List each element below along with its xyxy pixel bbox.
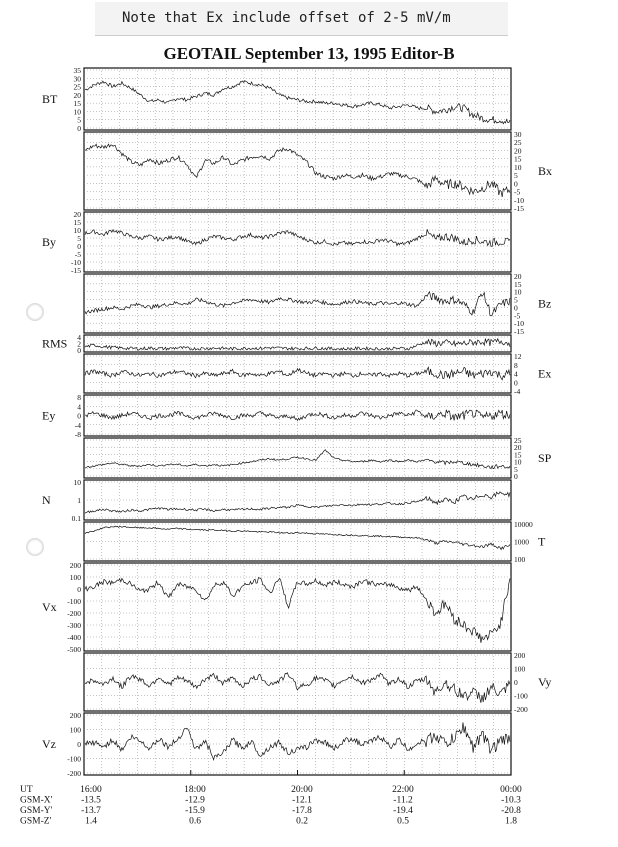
tick-label: 5 bbox=[77, 115, 81, 125]
tick-label: -200 bbox=[67, 609, 81, 618]
tick-label: 35 bbox=[73, 66, 81, 75]
tick-label: 200 bbox=[69, 561, 81, 570]
tick-label: 15 bbox=[73, 218, 81, 227]
trace-bt bbox=[85, 81, 510, 124]
panel-label-vz: Vz bbox=[42, 737, 56, 751]
tick-label: 10 bbox=[514, 457, 522, 467]
panel-label-vx: Vx bbox=[42, 600, 57, 614]
footer-value: -15.9 bbox=[185, 806, 205, 816]
tick-label: 25 bbox=[514, 436, 522, 445]
tick-label: 1000 bbox=[514, 537, 529, 547]
footer-value: 20:00 bbox=[291, 785, 313, 795]
tick-label: 5 bbox=[514, 464, 518, 474]
footer-label-0: UT bbox=[20, 785, 33, 795]
footer-value: 0.6 bbox=[189, 816, 201, 827]
footer-value: -19.4 bbox=[393, 806, 413, 816]
tick-label: 4 bbox=[77, 402, 81, 412]
footer-value: 0.2 bbox=[296, 816, 308, 827]
tick-label: 20 bbox=[514, 146, 522, 156]
tick-label: -5 bbox=[74, 250, 81, 259]
tick-label: -10 bbox=[71, 258, 81, 267]
tick-label: 0 bbox=[514, 378, 518, 388]
tick-label: 0 bbox=[77, 242, 81, 251]
tick-label: -100 bbox=[67, 754, 81, 764]
footer-value: -17.8 bbox=[292, 806, 312, 816]
tick-label: 15 bbox=[514, 450, 522, 460]
tick-label: 2 bbox=[77, 339, 81, 349]
panel-label-ex: Ex bbox=[538, 366, 552, 381]
tick-label: 1 bbox=[77, 496, 81, 505]
footer-value: -10.3 bbox=[501, 795, 521, 806]
tick-label: -8 bbox=[74, 430, 81, 439]
footer-value: -13.7 bbox=[81, 806, 101, 816]
tick-label: 0 bbox=[77, 124, 81, 133]
tick-label: 30 bbox=[73, 74, 81, 84]
tick-label: 25 bbox=[73, 82, 81, 92]
panel-label-bx: Bx bbox=[538, 164, 553, 178]
chart-title: GEOTAIL September 13, 1995 Editor-B bbox=[163, 44, 455, 63]
footer-value: -12.9 bbox=[185, 795, 205, 806]
tick-label: 0.1 bbox=[71, 514, 81, 523]
tick-label: -10 bbox=[514, 319, 524, 329]
tick-label: 15 bbox=[514, 279, 522, 289]
tick-label: 4 bbox=[77, 333, 81, 342]
tick-label: 0 bbox=[77, 740, 81, 749]
tick-label: 100 bbox=[514, 664, 526, 674]
tick-label: 0 bbox=[514, 179, 518, 189]
panel-label-sp: SP bbox=[538, 451, 552, 465]
tick-label: 25 bbox=[514, 138, 522, 148]
tick-label: 0 bbox=[514, 678, 518, 687]
tick-label: 15 bbox=[514, 154, 522, 164]
footer-value: 16:00 bbox=[80, 785, 102, 795]
tick-label: 100 bbox=[69, 725, 81, 735]
panel-label-ey: Ey bbox=[42, 408, 56, 423]
tick-label: 20 bbox=[514, 272, 522, 281]
footer-value: 0.5 bbox=[397, 816, 409, 827]
footer-value: -11.2 bbox=[393, 795, 413, 806]
panel-label-t: T bbox=[538, 534, 546, 549]
tick-label: 20 bbox=[514, 443, 522, 453]
footer-label-1: GSM-X' bbox=[20, 795, 53, 806]
tick-label: 5 bbox=[77, 234, 81, 243]
footer-value: 00:00 bbox=[500, 785, 522, 795]
tick-label: 8 bbox=[77, 393, 81, 402]
tick-label: -200 bbox=[514, 705, 528, 714]
tick-label: 4 bbox=[514, 369, 518, 379]
tick-label: 8 bbox=[514, 360, 518, 370]
offset-note: Note that Ex include offset of 2-5 mV/m bbox=[122, 10, 451, 26]
tick-label: 100 bbox=[514, 555, 526, 564]
tick-label: -100 bbox=[514, 691, 528, 701]
tick-label: -500 bbox=[67, 645, 81, 654]
panel-label-n: N bbox=[42, 493, 51, 507]
footer-value: -13.5 bbox=[81, 795, 101, 806]
tick-label: 0 bbox=[77, 585, 81, 594]
tick-label: 10 bbox=[73, 478, 81, 487]
footer-label-2: GSM-Y' bbox=[20, 806, 53, 816]
tick-label: -4 bbox=[74, 420, 81, 430]
tick-label: 30 bbox=[514, 130, 522, 139]
tick-label: 0 bbox=[77, 346, 81, 355]
tick-label: -15 bbox=[514, 204, 524, 213]
footer-value: -12.1 bbox=[292, 795, 312, 806]
footer-value: -20.8 bbox=[501, 806, 521, 816]
tick-label: -100 bbox=[67, 597, 81, 606]
panel-label-bt: BT bbox=[42, 92, 58, 106]
footer-label-3: GSM-Z' bbox=[20, 816, 52, 827]
tick-label: -4 bbox=[514, 387, 521, 396]
panel-label-rms: RMS bbox=[42, 336, 68, 351]
tick-label: 0 bbox=[77, 411, 81, 421]
panel-label-by: By bbox=[42, 235, 57, 249]
tick-label: 20 bbox=[73, 90, 81, 100]
tick-label: 15 bbox=[73, 99, 81, 109]
tick-label: -400 bbox=[67, 633, 81, 642]
tick-label: 12 bbox=[514, 352, 522, 361]
tick-label: -5 bbox=[514, 187, 521, 197]
tick-label: 10000 bbox=[514, 520, 533, 529]
tick-label: 100 bbox=[69, 573, 81, 582]
tick-label: 10 bbox=[73, 107, 81, 117]
tick-label: -300 bbox=[67, 621, 81, 630]
tick-label: 20 bbox=[73, 210, 81, 219]
panel-label-vy: Vy bbox=[538, 675, 552, 689]
tick-label: -10 bbox=[514, 195, 524, 205]
footer-value: 1.4 bbox=[85, 816, 97, 827]
footer-value: 22:00 bbox=[392, 785, 414, 795]
tick-label: 5 bbox=[514, 171, 518, 181]
trace-ey bbox=[85, 410, 510, 421]
tick-label: 10 bbox=[514, 162, 522, 172]
tick-label: 0 bbox=[514, 303, 518, 313]
tick-label: -5 bbox=[514, 311, 521, 321]
tick-label: -200 bbox=[67, 769, 81, 778]
footer-value: 1.8 bbox=[505, 816, 517, 827]
tick-label: -15 bbox=[71, 266, 81, 275]
tick-label: -15 bbox=[514, 327, 524, 336]
tick-label: 0 bbox=[514, 472, 518, 481]
panel-label-bz: Bz bbox=[538, 296, 552, 311]
tick-label: 5 bbox=[514, 295, 518, 305]
tick-label: 10 bbox=[73, 226, 81, 235]
tick-label: 200 bbox=[69, 711, 81, 720]
footer-value: 18:00 bbox=[184, 785, 206, 795]
tick-label: 200 bbox=[514, 651, 526, 660]
tick-label: 10 bbox=[514, 287, 522, 297]
